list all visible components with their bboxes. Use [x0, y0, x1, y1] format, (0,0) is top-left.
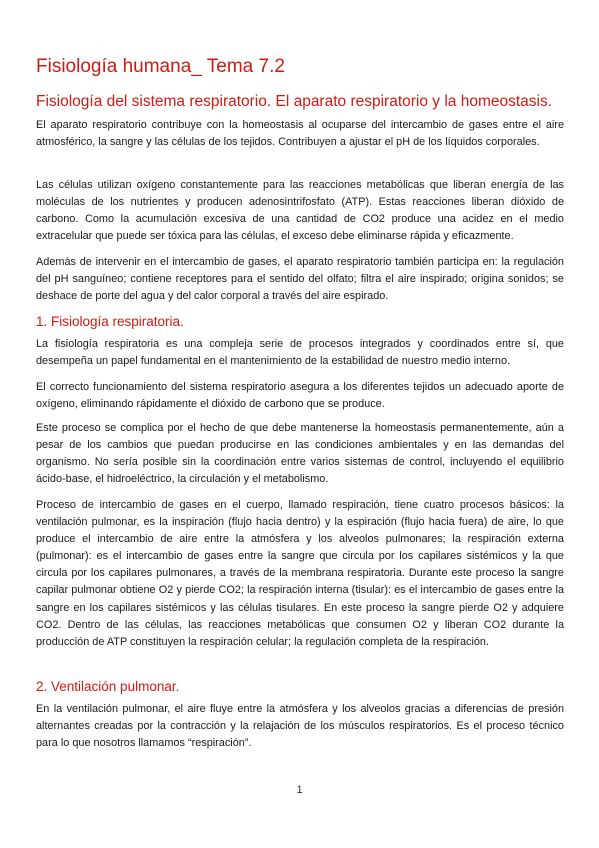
intro-paragraph-2: Las células utilizan oxígeno constantemente para las reacciones metabólicas que liberan energía de las moléculas de los nutrientes y producen adenosintrifosfato (ATP). Estas reacciones liberan dióxido de carbono. Como la acumulación excesiva de una cantidad de CO2 produce una acidez en el medio extracelular que puede ser tóxica para las células, el exceso debe eliminarse rápida y eficazmente. [36, 179, 564, 243]
document-subtitle: Fisiología del sistema respiratorio. El aparato respiratorio y la homeostasis. [36, 93, 553, 110]
section-1-paragraph-1: La fisiología respiratoria es una compleja serie de procesos integrados y coordinados entre sí, que desempeña un papel fundamental en el mantenimiento de la estabilidad de nuestro medio interno. [36, 338, 564, 368]
intro-paragraph-1: El aparato respiratorio contribuye con la homeostasis al ocuparse del intercambio de gases entre el aire atmosférico, la sangre y las células de los tejidos. Contribuyen a ajustar el pH de los líquidos corporales. [36, 119, 564, 149]
intro-paragraph-3: Además de intervenir en el intercambio de gases, el aparato respiratorio también participa en: la regulación del pH sanguíneo; contiene receptores para el sentido del olfato; filtra el aire inspirado; origina sonidos; se deshace de porte del agua y del calor corporal a través del aire espirado. [36, 256, 564, 303]
section-1-paragraph-3: Este proceso se complica por el hecho de que debe mantenerse la homeostasis permanentemente, aún a pesar de los cambios que puedan producirse en las condiciones ambientales y en las demandas del organismo. No sería posible sin la coordinación entre varios sistemas de control, incluyendo el equilibrio ácido-base, el hidroeléctrico, la circulación y el metabolismo. [36, 422, 564, 486]
section-1-paragraph-4: Proceso de intercambio de gases en el cuerpo, llamado respiración, tiene cuatro procesos básicos: la ventilación pulmonar, es la inspiración (flujo hacia dentro) y la espiración (flujo hacia fuera) de aire, lo que produce el intercambio de aire entre la atmósfera y los alveolos pulmonares; la respiración externa (pulmonar): es el intercambio de gases entre la sangre que circula por los capilares sistémicos y la que circula por los capilares pulmonares, a través de la membrana respiratoria. Durante este proceso la sangre capilar pulmonar obtiene O2 y pierde CO2; la respiración interna (tisular): es el intercambio de gases entre la sangre en los capilares sistémicos y las células tisulares. En este proceso la sangre pierde O2 y adquiere CO2. Dentro de las células, las reacciones metabólicas que consumen O2 y liberan CO2 durante la producción de ATP constituyen la respiración celular; la regulación completa de la respiración. [36, 499, 564, 648]
document-title: Fisiología humana_ Tema 7.2 [36, 56, 285, 77]
section-2-paragraph-1: En la ventilación pulmonar, el aire fluye entre la atmósfera y los alveolos gracias a diferencias de presión alternantes creadas por la contracción y la relajación de los músculos respiratorios. Es el proceso técnico para lo que nosotros llamamos “respiración”. [36, 703, 564, 750]
page-number: 1 [296, 784, 303, 796]
section-2-heading: 2. Ventilación pulmonar. [36, 679, 180, 694]
section-1-paragraph-2: El correcto funcionamiento del sistema respiratorio asegura a los diferentes tejidos un adecuado aporte de oxígeno, eliminando rápidamente el dióxido de carbono que se produce. [36, 381, 564, 411]
section-1-heading: 1. Fisiología respiratoria. [36, 314, 184, 329]
